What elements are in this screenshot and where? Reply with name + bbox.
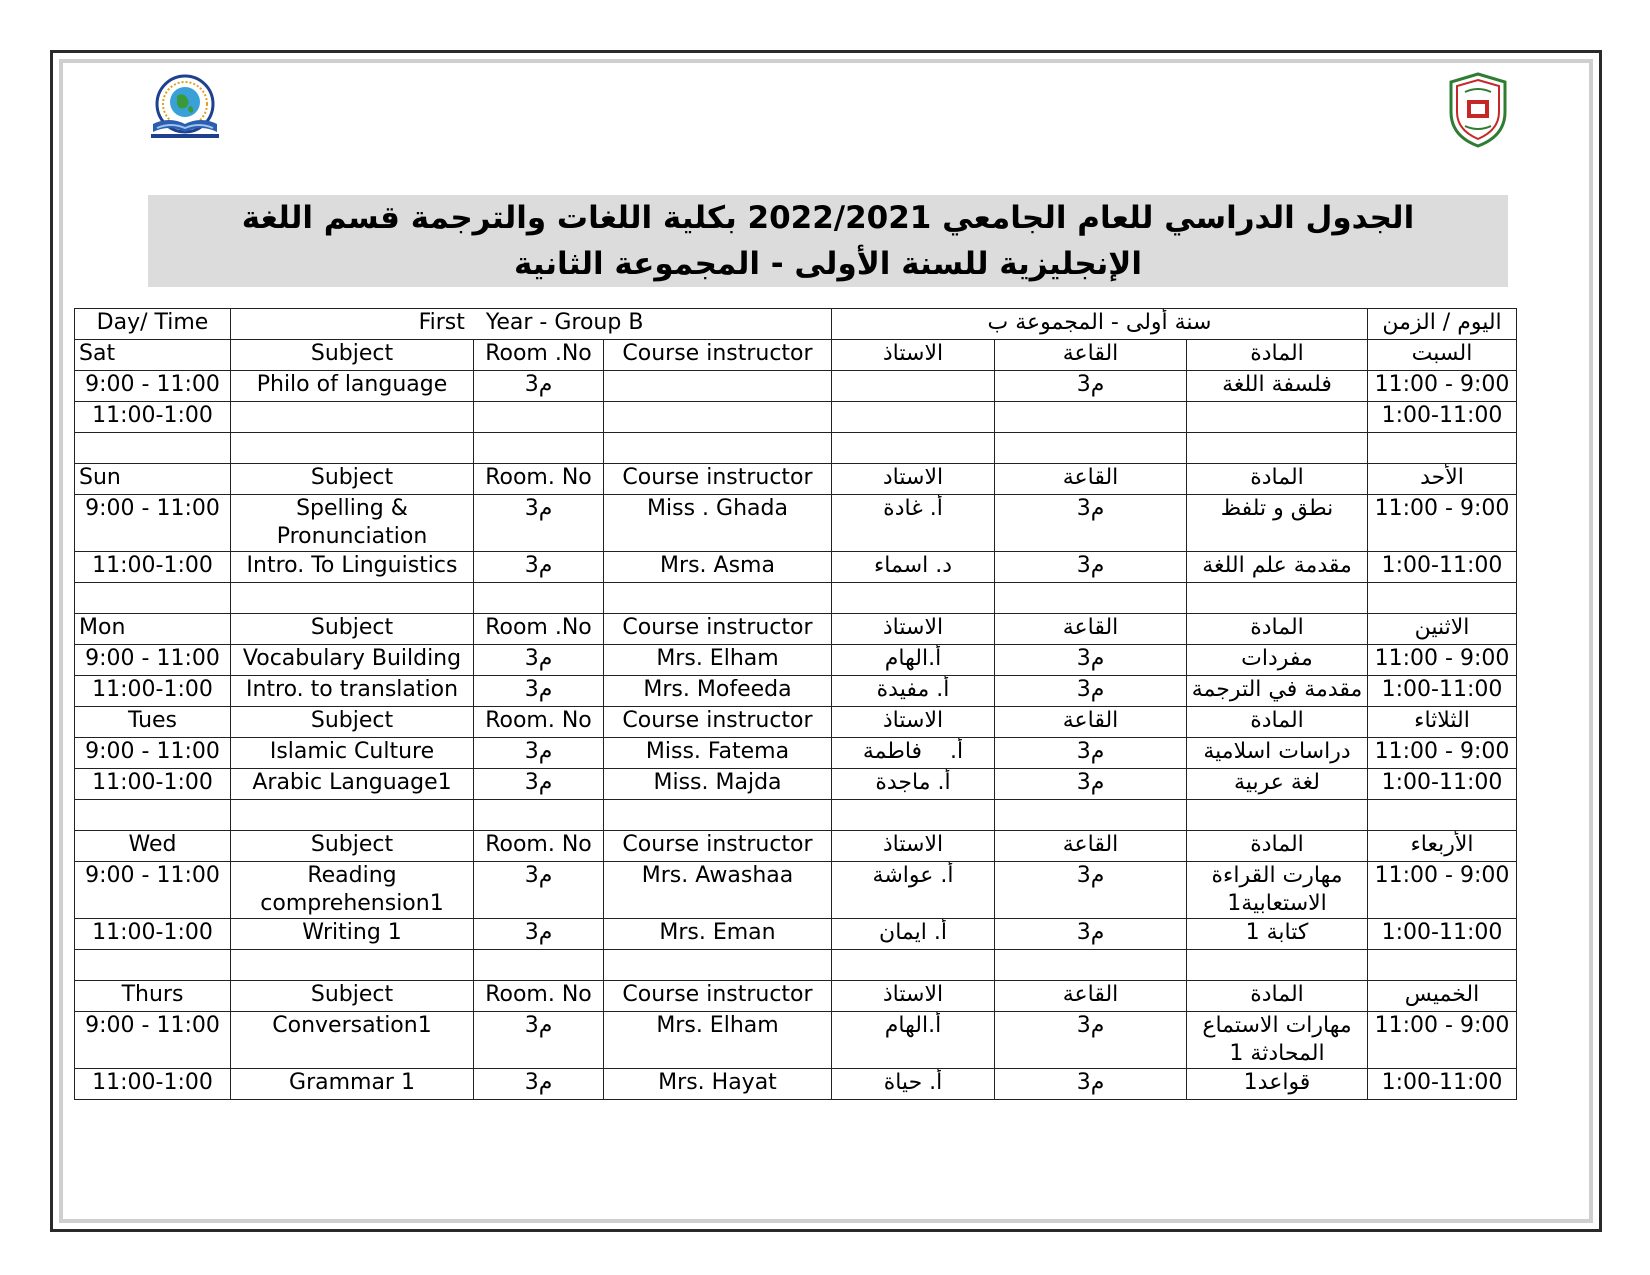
instructor-cell: Miss. Fatema <box>604 738 832 769</box>
room-ar-cell: م3 <box>995 552 1187 583</box>
subject-ar-cell: كتابة 1 <box>1187 919 1368 950</box>
blank-cell <box>474 583 604 614</box>
room-label: Room .No <box>474 614 604 645</box>
instructor-cell <box>604 402 832 433</box>
time-ar-cell: 1:00-11:00 <box>1368 919 1517 950</box>
instructor-ar-cell <box>832 402 995 433</box>
room-cell <box>474 402 604 433</box>
blank-row <box>75 433 1517 464</box>
instructor-ar-cell: أ.الهام <box>832 645 995 676</box>
blank-cell <box>231 800 474 831</box>
group-en-header: First Year - Group B <box>231 309 832 340</box>
time-ar-cell: 11:00 - 9:00 <box>1368 862 1517 919</box>
room-ar-label: القاعة <box>995 707 1187 738</box>
day-name-ar: السبت <box>1368 340 1517 371</box>
blank-cell <box>75 950 231 981</box>
instructor-ar-label: الاستاذ <box>832 340 995 371</box>
subject-ar-cell: فلسفة اللغة <box>1187 371 1368 402</box>
room-ar-label: القاعة <box>995 614 1187 645</box>
subject-ar-cell: مقدمة علم اللغة <box>1187 552 1368 583</box>
instructor-ar-cell: أ. فاطمة <box>832 738 995 769</box>
time-cell: 9:00 - 11:00 <box>75 862 231 919</box>
room-cell: م3 <box>474 676 604 707</box>
subject-cell: Philo of language <box>231 371 474 402</box>
day-header-row <box>75 340 1517 371</box>
blank-cell <box>1187 800 1368 831</box>
subject-ar-cell: مقدمة في الترجمة <box>1187 676 1368 707</box>
blank-cell <box>832 800 995 831</box>
day-time-header: Day/ Time <box>75 309 231 340</box>
blank-cell <box>231 433 474 464</box>
faculty-logo-icon <box>145 72 225 142</box>
blank-cell <box>604 433 832 464</box>
table-row <box>75 402 1517 433</box>
room-ar-label: القاعة <box>995 464 1187 495</box>
room-ar-cell: م3 <box>995 1069 1187 1100</box>
time-ar-cell: 11:00 - 9:00 <box>1368 645 1517 676</box>
time-ar-cell: 1:00-11:00 <box>1368 676 1517 707</box>
time-ar-cell: 1:00-11:00 <box>1368 402 1517 433</box>
blank-cell <box>75 800 231 831</box>
time-cell: 11:00-1:00 <box>75 769 231 800</box>
title-line-2: الإنجليزية للسنة الأولى - المجموعة الثانية <box>513 246 1143 282</box>
subject-label: Subject <box>231 707 474 738</box>
room-cell: م3 <box>474 919 604 950</box>
time-ar-cell: 1:00-11:00 <box>1368 1069 1517 1100</box>
table-row <box>75 1069 1517 1100</box>
subject-ar-cell: مهارات الاستماع المحادثة 1 <box>1187 1012 1368 1069</box>
group-ar-header: سنة أولى - المجموعة ب <box>832 309 1368 340</box>
day-name: Sat <box>75 340 231 371</box>
day-name-ar: الاثنين <box>1368 614 1517 645</box>
room-ar-label: القاعة <box>995 340 1187 371</box>
day-name-ar: الأربعاء <box>1368 831 1517 862</box>
subject-ar-label: المادة <box>1187 464 1368 495</box>
subject-ar-cell <box>1187 402 1368 433</box>
schedule-table <box>74 308 1517 1100</box>
room-ar-cell: م3 <box>995 862 1187 919</box>
blank-cell <box>832 433 995 464</box>
room-cell: م3 <box>474 862 604 919</box>
room-cell: م3 <box>474 645 604 676</box>
blank-cell <box>832 950 995 981</box>
subject-ar-cell: مفردات <box>1187 645 1368 676</box>
table-row <box>75 371 1517 402</box>
instructor-label: Course instructor <box>604 707 832 738</box>
day-time-ar-header: اليوم / الزمن <box>1368 309 1517 340</box>
blank-cell <box>604 950 832 981</box>
blank-cell <box>1368 583 1517 614</box>
subject-cell: Grammar 1 <box>231 1069 474 1100</box>
time-cell: 11:00-1:00 <box>75 552 231 583</box>
room-cell: م3 <box>474 738 604 769</box>
blank-cell <box>1187 433 1368 464</box>
time-cell: 11:00-1:00 <box>75 1069 231 1100</box>
instructor-cell: Mrs. Hayat <box>604 1069 832 1100</box>
room-ar-label: القاعة <box>995 981 1187 1012</box>
blank-cell <box>1368 800 1517 831</box>
room-ar-cell: م3 <box>995 1012 1187 1069</box>
instructor-cell: Miss . Ghada <box>604 495 832 552</box>
day-header-row <box>75 614 1517 645</box>
time-ar-cell: 11:00 - 9:00 <box>1368 371 1517 402</box>
table-row <box>75 495 1517 552</box>
day-name: Thurs <box>75 981 231 1012</box>
table-row <box>75 769 1517 800</box>
blank-cell <box>75 583 231 614</box>
room-cell: م3 <box>474 552 604 583</box>
instructor-cell: Mrs. Elham <box>604 1012 832 1069</box>
instructor-ar-cell: أ. حياة <box>832 1069 995 1100</box>
instructor-ar-cell: أ. غادة <box>832 495 995 552</box>
instructor-ar-label: الاستاد <box>832 464 995 495</box>
room-label: Room. No <box>474 981 604 1012</box>
instructor-ar-label: الاستاذ <box>832 707 995 738</box>
time-cell: 9:00 - 11:00 <box>75 371 231 402</box>
blank-cell <box>995 950 1187 981</box>
instructor-ar-cell: د. اسماء <box>832 552 995 583</box>
subject-cell: Spelling & Pronunciation <box>231 495 474 552</box>
blank-cell <box>1368 433 1517 464</box>
day-name: Mon <box>75 614 231 645</box>
room-cell: م3 <box>474 1012 604 1069</box>
instructor-ar-label: الاستاذ <box>832 831 995 862</box>
room-ar-cell: م3 <box>995 495 1187 552</box>
instructor-ar-label: الاستاذ <box>832 981 995 1012</box>
university-crest-icon <box>1447 72 1509 148</box>
table-row <box>75 1012 1517 1069</box>
blank-cell <box>474 800 604 831</box>
title-line-1: الجدول الدراسي للعام الجامعي 2022/2021 بكلية اللغات والترجمة قسم اللغة <box>241 200 1415 236</box>
day-header-row <box>75 831 1517 862</box>
table-row <box>75 738 1517 769</box>
blank-row <box>75 583 1517 614</box>
table-row <box>75 919 1517 950</box>
subject-cell: Islamic Culture <box>231 738 474 769</box>
day-name-ar: الخميس <box>1368 981 1517 1012</box>
blank-cell <box>231 583 474 614</box>
instructor-label: Course instructor <box>604 464 832 495</box>
day-header-row <box>75 981 1517 1012</box>
blank-cell <box>995 433 1187 464</box>
blank-cell <box>832 583 995 614</box>
subject-cell: Reading comprehension1 <box>231 862 474 919</box>
room-label: Room .No <box>474 340 604 371</box>
blank-cell <box>995 800 1187 831</box>
subject-cell <box>231 402 474 433</box>
blank-cell <box>1187 583 1368 614</box>
subject-ar-cell: مهارت القراءة الاستعابية1 <box>1187 862 1368 919</box>
subject-cell: Vocabulary Building <box>231 645 474 676</box>
instructor-ar-cell <box>832 371 995 402</box>
instructor-ar-cell: أ. عواشة <box>832 862 995 919</box>
room-ar-cell: م3 <box>995 371 1187 402</box>
room-cell: م3 <box>474 769 604 800</box>
table-row <box>75 552 1517 583</box>
time-cell: 9:00 - 11:00 <box>75 738 231 769</box>
instructor-ar-cell: أ. ايمان <box>832 919 995 950</box>
room-ar-label: القاعة <box>995 831 1187 862</box>
room-label: Room. No <box>474 707 604 738</box>
subject-ar-label: المادة <box>1187 831 1368 862</box>
day-header-row <box>75 707 1517 738</box>
subject-cell: Intro. to translation <box>231 676 474 707</box>
blank-row <box>75 950 1517 981</box>
day-name: Wed <box>75 831 231 862</box>
blank-cell <box>75 433 231 464</box>
room-ar-cell: م3 <box>995 738 1187 769</box>
instructor-label: Course instructor <box>604 831 832 862</box>
instructor-label: Course instructor <box>604 340 832 371</box>
subject-ar-label: المادة <box>1187 707 1368 738</box>
day-name-ar: الثلاثاء <box>1368 707 1517 738</box>
schedule-title <box>148 195 1508 287</box>
instructor-ar-cell: أ. مفيدة <box>832 676 995 707</box>
blank-cell <box>604 800 832 831</box>
time-cell: 11:00-1:00 <box>75 919 231 950</box>
time-cell: 11:00-1:00 <box>75 676 231 707</box>
subject-ar-label: المادة <box>1187 614 1368 645</box>
blank-cell <box>604 583 832 614</box>
subject-cell: Arabic Language1 <box>231 769 474 800</box>
blank-cell <box>995 583 1187 614</box>
subject-ar-cell: نطق و تلفظ <box>1187 495 1368 552</box>
room-label: Room. No <box>474 464 604 495</box>
subject-ar-label: المادة <box>1187 981 1368 1012</box>
day-name: Sun <box>75 464 231 495</box>
room-label: Room. No <box>474 831 604 862</box>
instructor-ar-cell: أ.الهام <box>832 1012 995 1069</box>
blank-cell <box>1187 950 1368 981</box>
blank-cell <box>474 950 604 981</box>
instructor-cell: Mrs. Awashaa <box>604 862 832 919</box>
room-cell: م3 <box>474 371 604 402</box>
blank-cell <box>231 950 474 981</box>
instructor-cell: Miss. Majda <box>604 769 832 800</box>
subject-cell: Conversation1 <box>231 1012 474 1069</box>
instructor-label: Course instructor <box>604 614 832 645</box>
room-ar-cell: م3 <box>995 919 1187 950</box>
table-header-row <box>75 309 1517 340</box>
table-row <box>75 645 1517 676</box>
time-cell: 11:00-1:00 <box>75 402 231 433</box>
day-name: Tues <box>75 707 231 738</box>
instructor-cell <box>604 371 832 402</box>
subject-label: Subject <box>231 831 474 862</box>
subject-ar-cell: لغة عربية <box>1187 769 1368 800</box>
subject-label: Subject <box>231 614 474 645</box>
room-cell: م3 <box>474 495 604 552</box>
instructor-cell: Mrs. Mofeeda <box>604 676 832 707</box>
subject-label: Subject <box>231 464 474 495</box>
blank-cell <box>474 433 604 464</box>
subject-label: Subject <box>231 981 474 1012</box>
subject-label: Subject <box>231 340 474 371</box>
table-row <box>75 676 1517 707</box>
time-ar-cell: 1:00-11:00 <box>1368 769 1517 800</box>
instructor-cell: Mrs. Asma <box>604 552 832 583</box>
time-cell: 9:00 - 11:00 <box>75 495 231 552</box>
subject-ar-cell: قواعد1 <box>1187 1069 1368 1100</box>
time-ar-cell: 1:00-11:00 <box>1368 552 1517 583</box>
subject-cell: Intro. To Linguistics <box>231 552 474 583</box>
instructor-ar-label: الاستاذ <box>832 614 995 645</box>
room-ar-cell: م3 <box>995 645 1187 676</box>
instructor-label: Course instructor <box>604 981 832 1012</box>
time-ar-cell: 11:00 - 9:00 <box>1368 495 1517 552</box>
blank-cell <box>1368 950 1517 981</box>
time-cell: 9:00 - 11:00 <box>75 1012 231 1069</box>
subject-cell: Writing 1 <box>231 919 474 950</box>
blank-row <box>75 800 1517 831</box>
instructor-cell: Mrs. Eman <box>604 919 832 950</box>
time-ar-cell: 11:00 - 9:00 <box>1368 738 1517 769</box>
room-ar-cell <box>995 402 1187 433</box>
time-cell: 9:00 - 11:00 <box>75 645 231 676</box>
subject-ar-cell: دراسات اسلامية <box>1187 738 1368 769</box>
table-row <box>75 862 1517 919</box>
day-name-ar: الأحد <box>1368 464 1517 495</box>
room-ar-cell: م3 <box>995 676 1187 707</box>
day-header-row <box>75 464 1517 495</box>
instructor-cell: Mrs. Elham <box>604 645 832 676</box>
room-ar-cell: م3 <box>995 769 1187 800</box>
instructor-ar-cell: أ. ماجدة <box>832 769 995 800</box>
time-ar-cell: 11:00 - 9:00 <box>1368 1012 1517 1069</box>
room-cell: م3 <box>474 1069 604 1100</box>
subject-ar-label: المادة <box>1187 340 1368 371</box>
